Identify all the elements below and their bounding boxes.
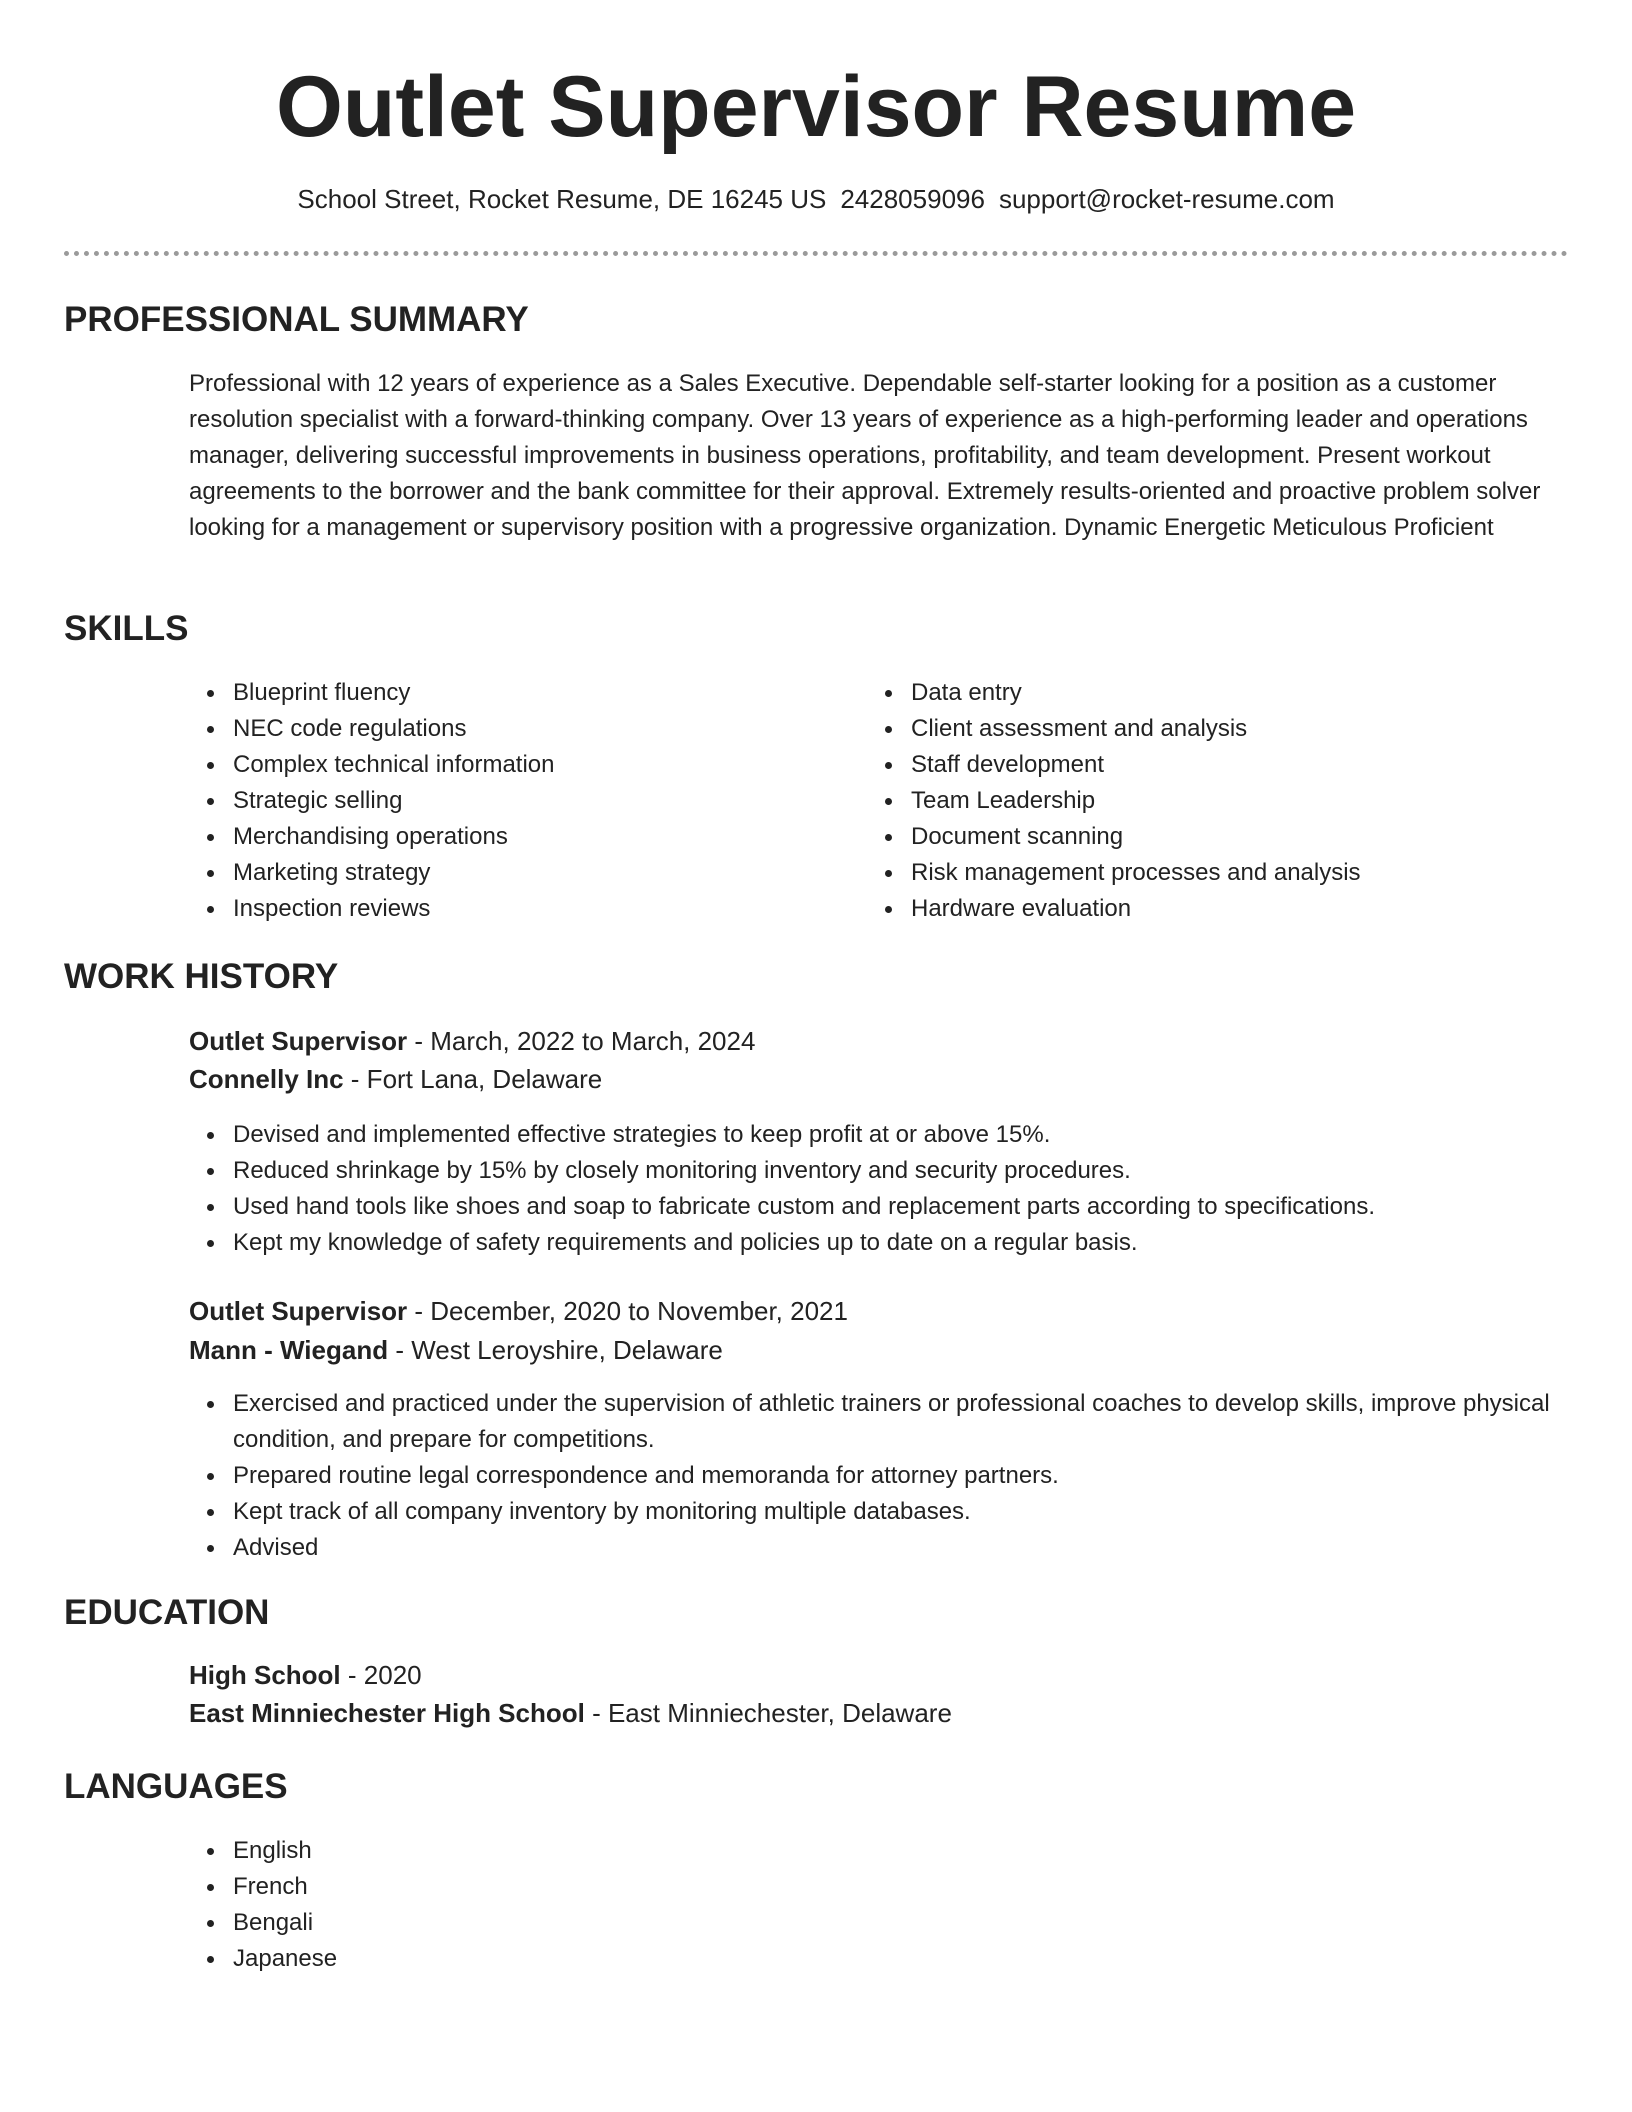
job-company: Mann - Wiegand bbox=[189, 1335, 389, 1365]
job-bullets bbox=[189, 1386, 1559, 1566]
education-heading: EDUCATION bbox=[64, 1593, 270, 1632]
job-title: Outlet Supervisor bbox=[189, 1026, 408, 1056]
job-title: Outlet Supervisor bbox=[189, 1296, 408, 1326]
job-bullet: Kept track of all company inventory by monitoring multiple databases. bbox=[189, 1494, 1559, 1530]
page-title: Outlet Supervisor Resume bbox=[275, 59, 1357, 155]
job-bullet: Used hand tools like shoes and soap to fabricate custom and replacement parts according to specifications. bbox=[189, 1189, 1559, 1225]
job-bullet: Prepared routine legal correspondence and memoranda for attorney partners. bbox=[189, 1458, 1559, 1494]
skill-item: Merchandising operations bbox=[189, 819, 849, 855]
skill-item: Client assessment and analysis bbox=[867, 711, 1547, 747]
education-year: - 2020 bbox=[340, 1660, 422, 1690]
skill-item: Document scanning bbox=[867, 819, 1547, 855]
job-bullet: Exercised and practiced under the supervision of athletic trainers or professional coaches to develop skills, improve physical condition, and prepare for competitions. bbox=[189, 1386, 1559, 1458]
contact-email: support@rocket-resume.com bbox=[998, 184, 1335, 214]
job-bullets bbox=[189, 1117, 1559, 1261]
language-item: Japanese bbox=[189, 1941, 337, 1977]
skills-heading: SKILLS bbox=[64, 609, 189, 648]
job-dates: - March, 2022 to March, 2024 bbox=[407, 1026, 756, 1056]
contact-phone: 2428059096 bbox=[840, 184, 985, 214]
education-degree-line bbox=[189, 1656, 422, 1694]
skill-item: Risk management processes and analysis bbox=[867, 855, 1547, 891]
skill-item: Blueprint fluency bbox=[189, 675, 849, 711]
skills-list-right bbox=[867, 675, 1547, 927]
skills-list-left bbox=[189, 675, 849, 927]
skill-item: Marketing strategy bbox=[189, 855, 849, 891]
language-item: Bengali bbox=[189, 1905, 337, 1941]
skill-item: NEC code regulations bbox=[189, 711, 849, 747]
job-location: - West Leroyshire, Delaware bbox=[388, 1335, 723, 1365]
job-company-line bbox=[189, 1060, 602, 1098]
skill-item: Strategic selling bbox=[189, 783, 849, 819]
languages-heading: LANGUAGES bbox=[64, 1767, 288, 1806]
skill-item: Hardware evaluation bbox=[867, 891, 1547, 927]
skill-item: Team Leadership bbox=[867, 783, 1547, 819]
header-divider bbox=[64, 251, 1568, 256]
skill-item: Staff development bbox=[867, 747, 1547, 783]
job-bullet: Advised bbox=[189, 1530, 1559, 1566]
job-location: - Fort Lana, Delaware bbox=[343, 1064, 603, 1094]
language-item: French bbox=[189, 1869, 337, 1905]
skill-item: Inspection reviews bbox=[189, 891, 849, 927]
summary-heading: PROFESSIONAL SUMMARY bbox=[64, 300, 529, 339]
work-history-heading: WORK HISTORY bbox=[64, 957, 339, 996]
language-item: English bbox=[189, 1833, 337, 1869]
job-bullet: Devised and implemented effective strategies to keep profit at or above 15%. bbox=[189, 1117, 1559, 1153]
skill-item: Complex technical information bbox=[189, 747, 849, 783]
education-school-line bbox=[189, 1694, 952, 1732]
education-location: - East Minniechester, Delaware bbox=[584, 1698, 952, 1728]
job-title-line bbox=[189, 1292, 848, 1330]
contact-line bbox=[0, 181, 1632, 217]
job-dates: - December, 2020 to November, 2021 bbox=[407, 1296, 848, 1326]
job-company-line bbox=[189, 1331, 723, 1369]
contact-address: School Street, Rocket Resume, DE 16245 US bbox=[297, 184, 827, 214]
education-school: East Minniechester High School bbox=[189, 1698, 585, 1728]
skill-item: Data entry bbox=[867, 675, 1547, 711]
job-title-line bbox=[189, 1022, 755, 1060]
job-bullet: Kept my knowledge of safety requirements and policies up to date on a regular basis. bbox=[189, 1225, 1559, 1261]
summary-text: Professional with 12 years of experience as a Sales Executive. Dependable self-starter looking for a position as a customer resolution specialist with a forward-thinking company. Over 13 years of experience as a high-performing leader and operations manager, delivering successful improvements in business operations, profitability, and team development. Present workout agreements to the borrower and the bank committee for their approval. Extremely results-oriented and proactive problem solver looking for a management or supervisory position with a progressive organization. Dynamic Energetic Meticulous Proficient bbox=[189, 370, 1541, 541]
education-degree: High School bbox=[189, 1660, 341, 1690]
job-bullet: Reduced shrinkage by 15% by closely monitoring inventory and security procedures. bbox=[189, 1153, 1559, 1189]
job-company: Connelly Inc bbox=[189, 1064, 344, 1094]
languages-list bbox=[189, 1833, 337, 1977]
